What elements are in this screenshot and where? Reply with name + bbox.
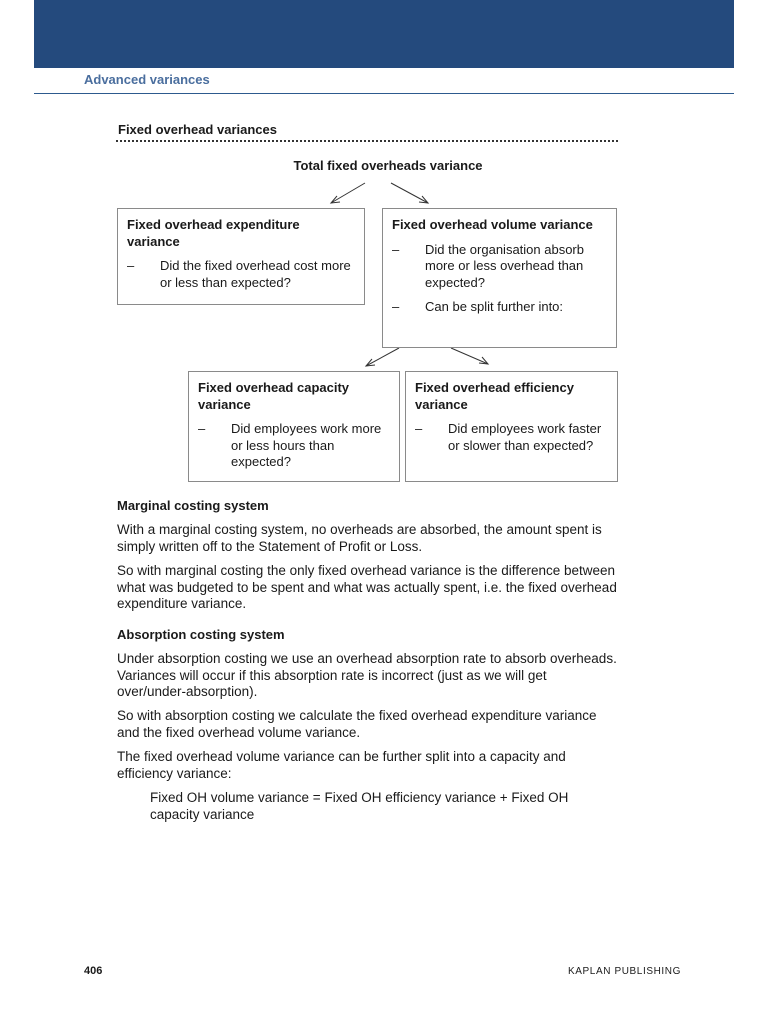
marginal-heading: Marginal costing system <box>117 498 269 513</box>
arrowhead-capacity <box>366 359 375 366</box>
bullet-dash: – <box>198 421 206 436</box>
arrow-root-to-expenditure <box>331 183 365 203</box>
bullet-dash: – <box>127 258 135 273</box>
absorption-paragraph-1: Under absorption costing we use an overhead absorption rate to absorb overheads. Variances will occur if this absorption rate is incorrect (just as we will get over/under-absorption). <box>117 651 617 699</box>
publisher-name: KAPLAN PUBLISHING <box>568 966 682 977</box>
section-title: Fixed overhead variances <box>118 122 277 137</box>
expenditure-variance-box <box>117 208 365 305</box>
arrow-volume-to-capacity <box>366 348 399 366</box>
section-dotted-rule <box>116 140 618 142</box>
absorption-paragraph-2: So with absorption costing we calculate the fixed overhead expenditure variance and the fixed overhead volume variance. <box>117 708 597 740</box>
arrowhead-expenditure <box>331 196 340 203</box>
arrow-root-to-volume <box>391 183 428 203</box>
bullet-dash: – <box>392 299 400 314</box>
box-title: Fixed overhead volume variance <box>392 217 593 232</box>
arrow-volume-to-efficiency <box>451 348 488 364</box>
bullet-text: Can be split further into: <box>425 299 564 314</box>
absorption-heading: Absorption costing system <box>117 627 285 642</box>
volume-variance-box <box>382 208 617 348</box>
arrowhead-efficiency <box>479 357 488 364</box>
box-bullet <box>189 421 399 471</box>
chapter-title: Advanced variances <box>84 72 210 87</box>
bullet-text: Did employees work more or less hours than expected? <box>231 421 382 469</box>
box-title: Fixed overhead capacity variance <box>198 380 350 412</box>
diagram-root-label: Total fixed overheads variance <box>293 158 483 173</box>
header-divider <box>34 93 734 94</box>
bullet-text: Did employees work faster or slower than expected? <box>448 421 602 453</box>
bullet-dash: – <box>392 241 400 257</box>
box-title: Fixed overhead expenditure variance <box>127 217 300 249</box>
variance-formula: Fixed OH volume variance = Fixed OH efficiency variance + Fixed OH capacity variance <box>150 790 569 822</box>
marginal-paragraph-1: With a marginal costing system, no overheads are absorbed, the amount spent is simply written off to the Statement of Profit or Loss. <box>117 522 602 554</box>
efficiency-variance-box <box>405 371 618 482</box>
box-bullet <box>383 242 616 292</box>
box-title: Fixed overhead efficiency variance <box>415 380 574 412</box>
bullet-dash: – <box>415 421 423 436</box>
bullet-text: Did the fixed overhead cost more or less than expected? <box>160 258 351 290</box>
box-bullet <box>406 421 617 454</box>
marginal-paragraph-2: So with marginal costing the only fixed overhead variance is the difference between what was budgeted to be spent and what was actually spent, i.e. the fixed overhead expenditure variance. <box>117 563 617 611</box>
header-band <box>34 0 734 68</box>
box-bullet <box>118 258 364 291</box>
page-number: 406 <box>84 965 103 977</box>
capacity-variance-box <box>188 371 400 482</box>
absorption-paragraph-3: The fixed overhead volume variance can be further split into a capacity and efficiency variance: <box>117 749 566 781</box>
bullet-text: Did the organisation absorb more or less overhead than expected? <box>425 241 584 290</box>
arrowhead-volume <box>419 196 428 203</box>
box-bullet <box>383 299 616 316</box>
